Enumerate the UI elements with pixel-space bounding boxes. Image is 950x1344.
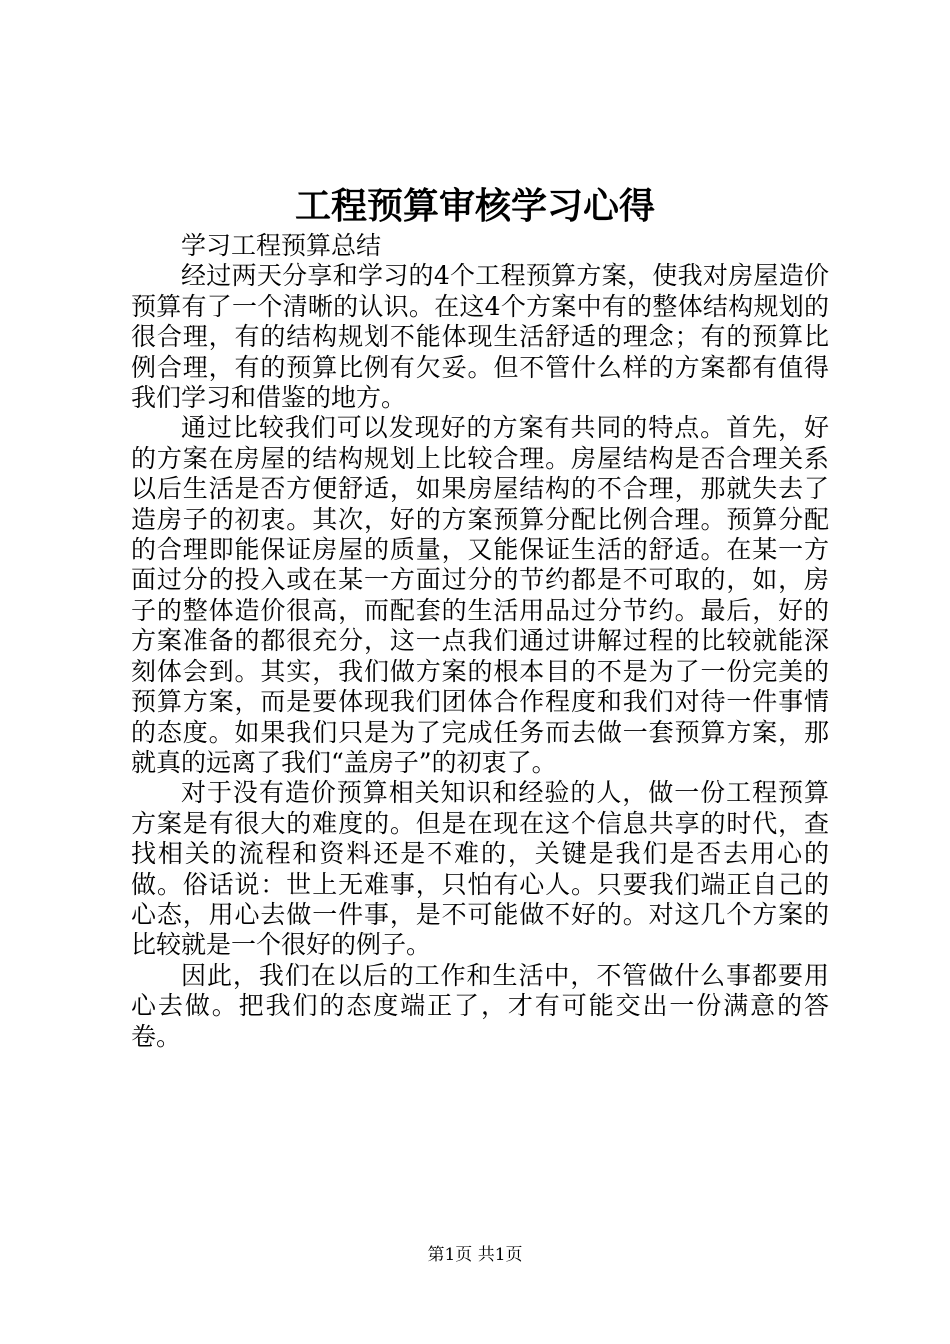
page-footer: 第1页 共1页 (427, 1245, 523, 1265)
document-title: 工程预算审核学习心得 (294, 186, 655, 227)
paragraph-3: 对于没有造价预算相关知识和经验的人，做一份工程预算方案是有很大的难度的。但是在现在这个信息共享的时代，查找相关的流程和资料还是不难的，关键是我们是否去用心的做。俗话说：世上无难事，只怕有心人。只要我们端正自己的心态，用心去做一件事，是不可能做不好的。对这几个方案的比较就是一个很好的例子。 (131, 778, 829, 960)
document-body (131, 231, 829, 1052)
paragraph-4: 因此，我们在以后的工作和生活中，不管做什么事都要用心去做。把我们的态度端正了，才有可能交出一份满意的答卷。 (131, 960, 829, 1051)
paragraph-1: 经过两天分享和学习的4个工程预算方案，使我对房屋造价预算有了一个清晰的认识。在这4个方案中有的整体结构规划的很合理，有的结构规划不能体现生活舒适的理念；有的预算比例合理，有的预算比例有欠妥。但不管什么样的方案都有值得我们学习和借鉴的地方。 (131, 261, 829, 413)
document-subtitle: 学习工程预算总结 (181, 231, 382, 260)
paragraph-2: 通过比较我们可以发现好的方案有共同的特点。首先，好的方案在房屋的结构规划上比较合理。房屋结构是否合理关系以后生活是否方便舒适，如果房屋结构的不合理，那就失去了造房子的初衷。其次，好的方案预算分配比例合理。预算分配的合理即能保证房屋的质量，又能保证生活的舒适。在某一方面过分的投入或在某一方面过分的节约都是不可取的，如，房子的整体造价很高，而配套的生活用品过分节约。最后，好的方案准备的都很充分，这一点我们通过讲解过程的比较就能深刻体会到。其实，我们做方案的根本目的不是为了一份完美的预算方案，而是要体现我们团体合作程度和我们对待一件事情的态度。如果我们只是为了完成任务而去做一套预算方案，那就真的远离了我们“盖房子”的初衷了。 (131, 413, 829, 777)
